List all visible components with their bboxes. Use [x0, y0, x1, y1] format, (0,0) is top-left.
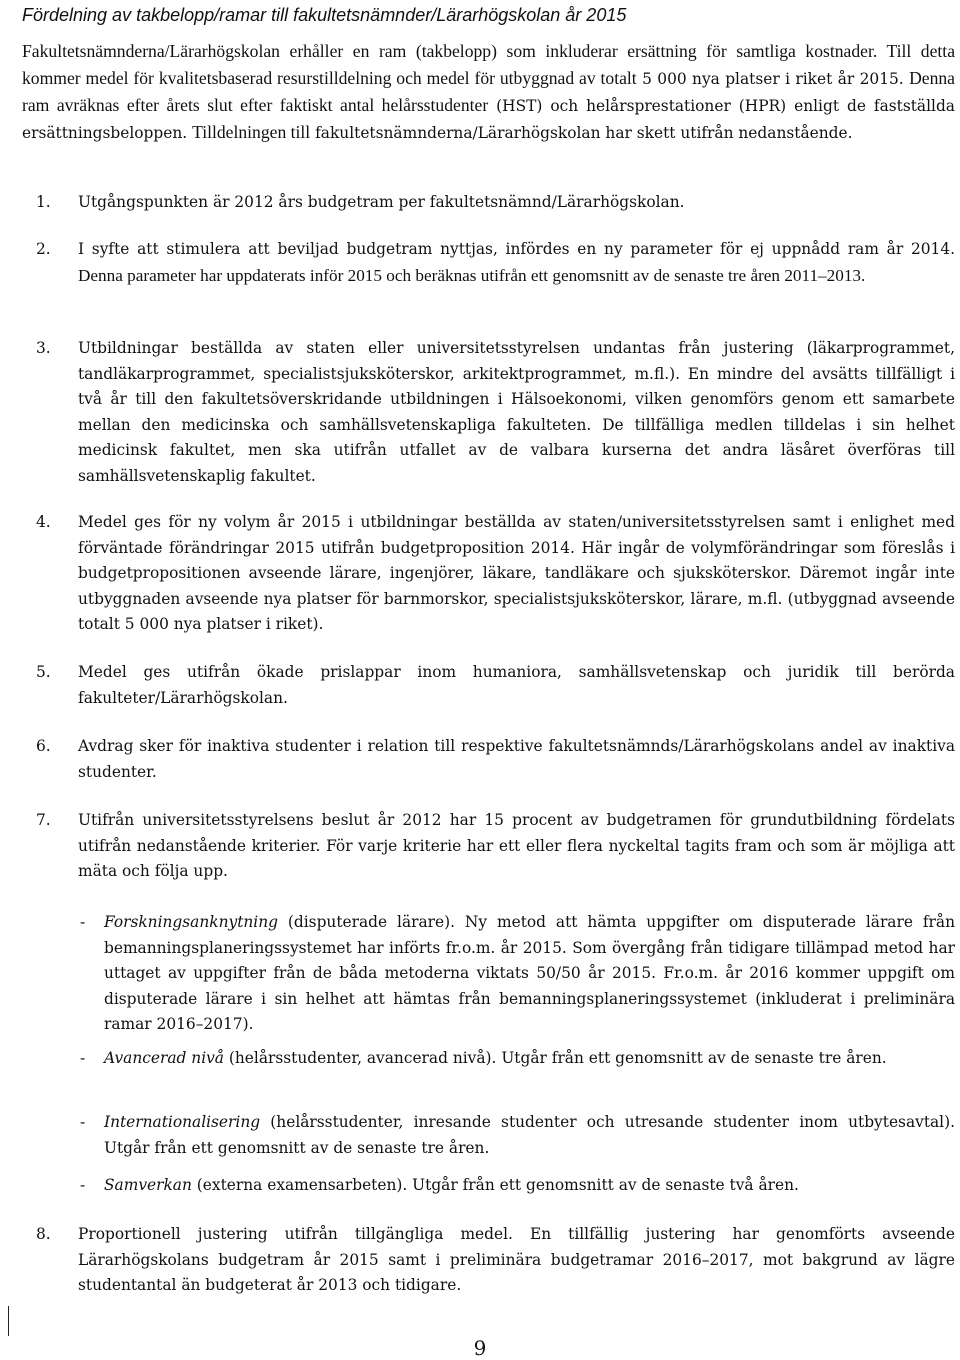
list-item-number: 2.	[36, 240, 51, 258]
list-item-text: Utgångspunkten är 2012 års budgetram per fakultetsnämnd/Lärarhögskolan.	[78, 193, 685, 211]
list-item-text: Här ingår de volymförändringar som föreslås i budgetpropositionen avseende lärare, ingenjörer, läkare, tandläkare och sjuksköterskor. Däremot ingår inte utbyggnaden avseende nya platser för barnmorskor, specialistsjuksköterskor, lärare, m.fl. (utbyggnad avseende totalt 5 000 nya platser i riket).	[78, 538, 955, 633]
list-item-text: Avdrag sker för inaktiva studenter i relation till respektive fakultetsnämnds/Lärarhögskolans andel av inaktiva studenter.	[78, 737, 955, 781]
list-item-number: 3.	[36, 339, 51, 357]
bullet-dash: -	[80, 1176, 86, 1194]
list-item-number: 1.	[36, 193, 51, 211]
criteria-term: Avancerad nivå	[104, 1049, 224, 1067]
intro-sentence: 5 000 nya platser i riket år 2015.	[642, 70, 904, 88]
list-item-text: Proportionell justering utifrån tillgängliga medel.	[78, 1225, 513, 1243]
list-item	[78, 734, 955, 785]
list-item	[78, 808, 955, 885]
intro-paragraph	[22, 38, 955, 146]
bullet-dash: -	[80, 1049, 86, 1067]
list-item	[78, 1222, 955, 1299]
list-item-number: 6.	[36, 737, 51, 755]
criteria-bullet	[104, 1046, 955, 1072]
criteria-text: (helårsstudenter, inresande studenter och utresande studenter inom utbytesavtal). Utgår från ett genomsnitt av de senaste tre åren.	[104, 1113, 955, 1157]
list-item	[78, 190, 955, 216]
list-item-number: 4.	[36, 513, 51, 531]
list-item-text: De tillfälliga medlen tilldelas i sin helhet medicinsk fakultet, men ska utifrån utfallet av de valbara kurserna det andra läsåret överföras till samhällsvetenskaplig fakultet.	[78, 415, 955, 485]
intro-sentence: (HST) och helårsprestationer (HPR) enligt de fastställda ersättningsbeloppen.	[22, 97, 955, 142]
criteria-bullet	[104, 1110, 955, 1161]
list-item-text: Utifrån universitetsstyrelsens beslut år 2012 har 15 procent av budgetramen för grundutbildning fördelats utifrån nedanstående kriterier.	[78, 811, 955, 855]
intro-sentence: Fakultetsnämnderna/Lärarhögskolan erhåller en ram (takbelopp) som inkluderar ersättning för samtliga kostnader. Till detta kommer medel för kvalitetsbaserad resurstilldelning och medel för utbyggnad av totalt	[22, 41, 955, 88]
list-item-number: 8.	[36, 1225, 51, 1243]
list-item-text: Utbildningar beställda av staten eller universitetsstyrelsen undantas från justering (läkarprogrammet, tandläkarprogrammet, specialistsjuksköterskor, arkitektprogrammet, m.fl.).	[78, 339, 955, 383]
bullet-dash: -	[80, 913, 86, 931]
list-item	[78, 336, 955, 489]
criteria-bullet	[104, 1173, 955, 1199]
list-item	[78, 510, 955, 638]
list-item-text: Denna parameter har uppdaterats inför 2015 och beräknas utifrån ett genomsnitt av de senaste tre åren 2011–2013.	[78, 265, 866, 285]
list-item-text: I syfte att stimulera att beviljad budgetram nyttjas, infördes en ny parameter för ej uppnådd ram år 2014.	[78, 240, 955, 258]
criteria-text: (externa examensarbeten). Utgår från ett genomsnitt av de senaste två åren.	[191, 1176, 799, 1194]
change-bar	[8, 1306, 9, 1336]
criteria-term: Internationalisering	[104, 1113, 261, 1131]
list-item-text: Medel ges för ny volym år 2015 i utbildningar beställda av staten/universitetsstyrelsen samt i enlighet med förväntade förändringar 2015 utifrån budgetproposition 2014.	[78, 513, 955, 557]
criteria-bullet	[104, 910, 955, 1038]
list-item	[78, 660, 955, 711]
list-item-number: 5.	[36, 663, 51, 681]
section-heading: Fördelning av takbelopp/ramar till fakultetsnämnder/Lärarhögskolan år 2015	[22, 5, 627, 25]
intro-sentence: Denna ram avräknas efter årets slut efter faktiskt antal helårsstudenter	[22, 68, 955, 115]
list-item-text: Medel ges utifrån ökade prislappar inom humaniora, samhällsvetenskap och juridik till berörda fakulteter/Lärarhögskolan.	[78, 663, 955, 707]
list-item	[78, 237, 955, 289]
list-item-text: För varje kriterie har ett eller flera nyckeltal tagits fram och som är möjliga att mäta och följa upp.	[78, 836, 955, 880]
criteria-term: Forskningsanknytning	[104, 913, 278, 931]
criteria-text: (helårsstudenter, avancerad nivå). Utgår från ett genomsnitt av de senaste tre åren.	[223, 1049, 887, 1067]
criteria-text: (disputerade lärare). Ny metod att hämta uppgifter om disputerade lärare från bemanningsplaneringssystemet har införts fr.o.m. år 2015. Som övergång från tidigare tillämpad metod har uttaget av uppgifter från de båda metoderna viktats 50/50 år 2015. Fr.o.m. år 2016 kommer uppgift om disputerade lärare i sin helhet att hämtas från bemanningsplaneringssystemet (inkluderat i preliminära ramar 2016–2017).	[104, 913, 955, 1033]
intro-sentence: fakultetsnämnderna/Lärarhögskolan har skett utifrån nedanstående.	[315, 124, 853, 142]
list-item-text: En tillfällig justering har genomförts avseende Lärarhögskolans budgetram år 2015 samt i preliminära budgetramar 2016–2017, mot bakgrund av lägre studentantal än budgeterat år 2013 och tidigare.	[78, 1225, 955, 1294]
list-item-text: En mindre del avsätts tillfälligt i två år till den fakultetsöverskridande utbildningen i Hälsoekonomi, vilken genomförs genom ett samarbete mellan den medicinska och samhällsvetenskapliga fakulteten.	[78, 364, 955, 434]
list-item-number: 7.	[36, 811, 51, 829]
bullet-dash: -	[80, 1113, 86, 1131]
page-number: 9	[473, 1336, 487, 1360]
intro-sentence: Tilldelningen till	[192, 122, 311, 142]
criteria-term: Samverkan	[104, 1176, 192, 1194]
